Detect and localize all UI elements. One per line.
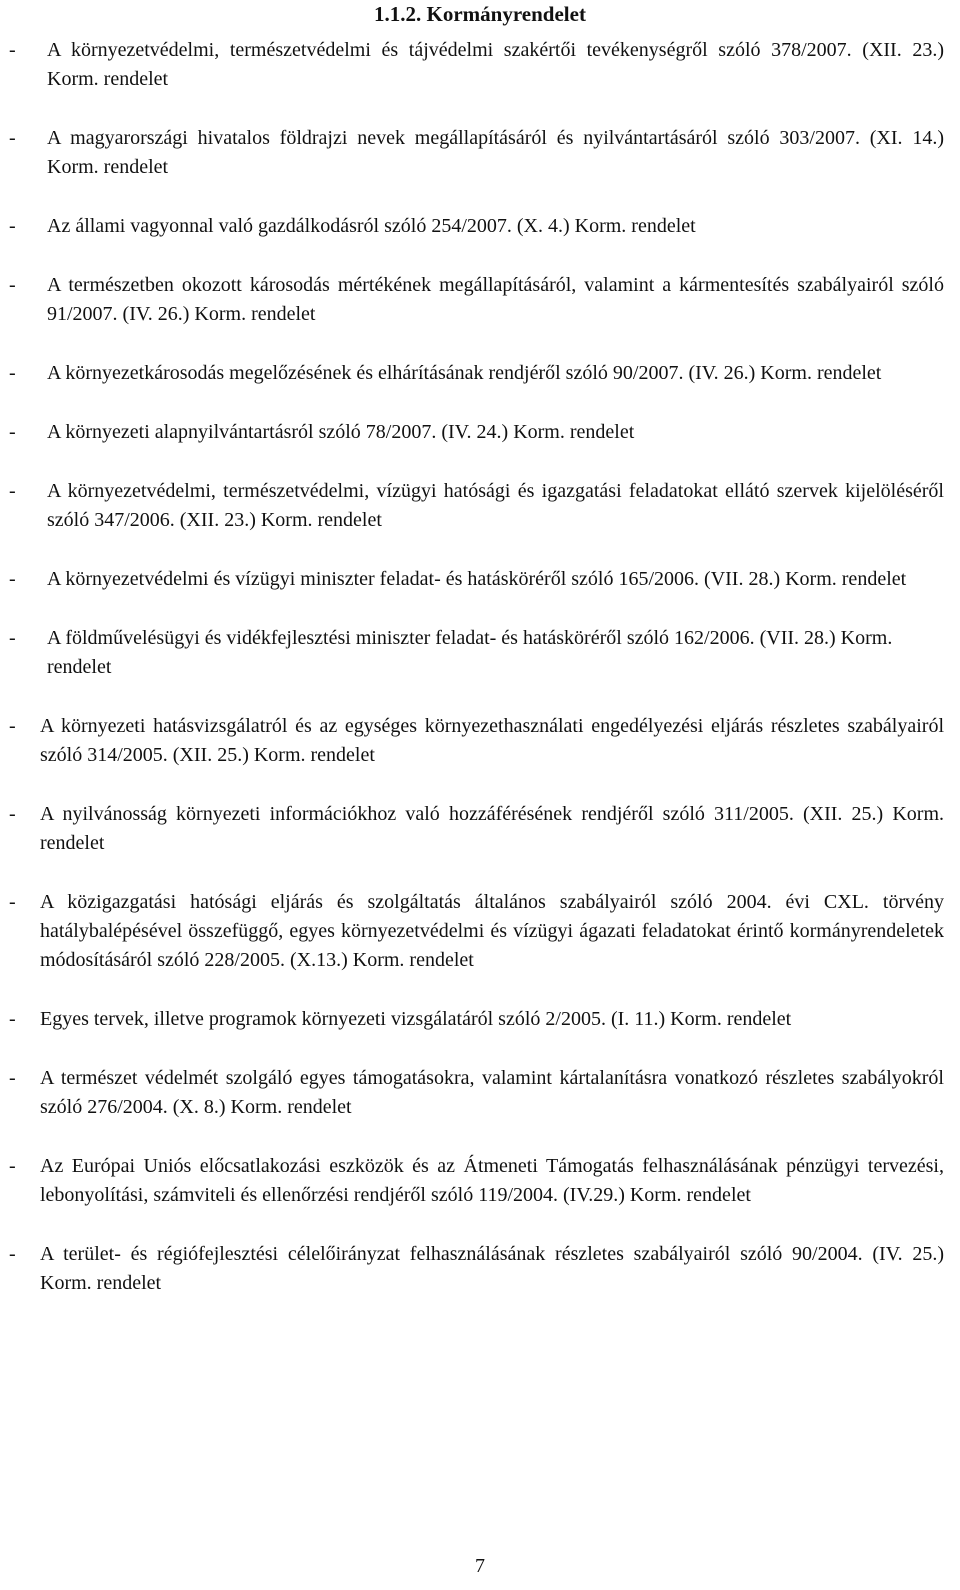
list-item [0,888,960,975]
list-item-text: A közigazgatási hatósági eljárás és szolgáltatás általános szabályairól szóló 2004. évi CXL. törvény hatálybalépésével összefüggő, egyes környezetvédelmi és vízügyi ágazati feladatokat érintő kormányrendeletek módosításáról szóló 228/2005. (X.13.) Korm. rendelet [40,891,944,971]
bullet-dash: - [9,891,16,913]
list-item [0,1240,960,1298]
list-item-text: A környezeti alapnyilvántartásról szóló 78/2007. (IV. 24.) Korm. rendelet [47,421,635,443]
bullet-dash: - [9,627,16,649]
bullet-dash: - [9,715,16,737]
list-item [0,1064,960,1122]
list-item [0,1005,960,1034]
list-item-text: A környezetkárosodás megelőzésének és elhárításának rendjéről szóló 90/2007. (IV. 26.) Korm. rendelet [47,362,882,384]
list-item [0,212,960,241]
list-item-text: A környezetvédelmi, természetvédelmi és tájvédelmi szakértői tevékenységről szóló 378/2007. (XII. 23.) Korm. rendelet [47,39,944,90]
bullet-dash: - [9,803,16,825]
list-item-text: A környezeti hatásvizsgálatról és az egységes környezethasználati engedélyezési eljárás részletes szabályairól szóló 314/2005. (XII. 25.) Korm. rendelet [40,715,944,766]
bullet-dash: - [9,1067,16,1089]
page-number: 7 [475,1555,485,1577]
list-item [0,271,960,329]
bullet-dash: - [9,1243,16,1265]
list-item-text: Egyes tervek, illetve programok környezeti vizsgálatáról szóló 2/2005. (I. 11.) Korm. rendelet [40,1008,792,1030]
list-item [0,800,960,858]
list-item-text: Az állami vagyonnal való gazdálkodásról szóló 254/2007. (X. 4.) Korm. rendelet [47,215,696,237]
bullet-dash: - [9,421,16,443]
list-item-text: A földművelésügyi és vidékfejlesztési miniszter feladat- és hatásköréről szóló 162/2006. (VII. 28.) Korm. rendelet [47,627,893,678]
list-item [0,36,960,94]
list-item [0,418,960,447]
regulation-list [0,36,960,1328]
list-item-text: A környezetvédelmi, természetvédelmi, vízügyi hatósági és igazgatási feladatokat ellátó szervek kijelöléséről szóló 347/2006. (XII. 23.) Korm. rendelet [47,480,944,531]
list-item-text: A magyarországi hivatalos földrajzi nevek megállapításáról és nyilvántartásáról szóló 303/2007. (XI. 14.) Korm. rendelet [47,127,944,178]
list-item-text: A terület- és régiófejlesztési célelőirányzat felhasználásának részletes szabályairól szóló 90/2004. (IV. 25.) Korm. rendelet [40,1243,944,1294]
bullet-dash: - [9,1008,16,1030]
bullet-dash: - [9,215,16,237]
section-heading: 1.1.2. Kormányrendelet [374,2,586,26]
list-item [0,124,960,182]
list-item-text: A környezetvédelmi és vízügyi miniszter feladat- és hatásköréről szóló 165/2006. (VII. 28.) Korm. rendelet [47,568,907,590]
bullet-dash: - [9,39,16,61]
bullet-dash: - [9,1155,16,1177]
list-item [0,624,960,682]
list-item-text: Az Európai Uniós előcsatlakozási eszközök és az Átmeneti Támogatás felhasználásának pénzügyi tervezési, lebonyolítási, számviteli és ellenőrzési rendjéről szóló 119/2004. (IV.29.) Korm. rendelet [40,1155,944,1206]
bullet-dash: - [9,480,16,502]
bullet-dash: - [9,568,16,590]
list-item-text: A természet védelmét szolgáló egyes támogatásokra, valamint kártalanításra vonatkozó részletes szabályokról szóló 276/2004. (X. 8.) Korm. rendelet [40,1067,944,1118]
list-item [0,477,960,535]
list-item-text: A természetben okozott károsodás mértékének megállapításáról, valamint a kármentesítés szabályairól szóló 91/2007. (IV. 26.) Korm. rendelet [47,274,944,325]
bullet-dash: - [9,362,16,384]
bullet-dash: - [9,127,16,149]
list-item [0,565,960,594]
list-item [0,359,960,388]
list-item [0,712,960,770]
list-item-text: A nyilvánosság környezeti információkhoz való hozzáférésének rendjéről szóló 311/2005. (XII. 25.) Korm. rendelet [40,803,944,854]
bullet-dash: - [9,274,16,296]
list-item [0,1152,960,1210]
